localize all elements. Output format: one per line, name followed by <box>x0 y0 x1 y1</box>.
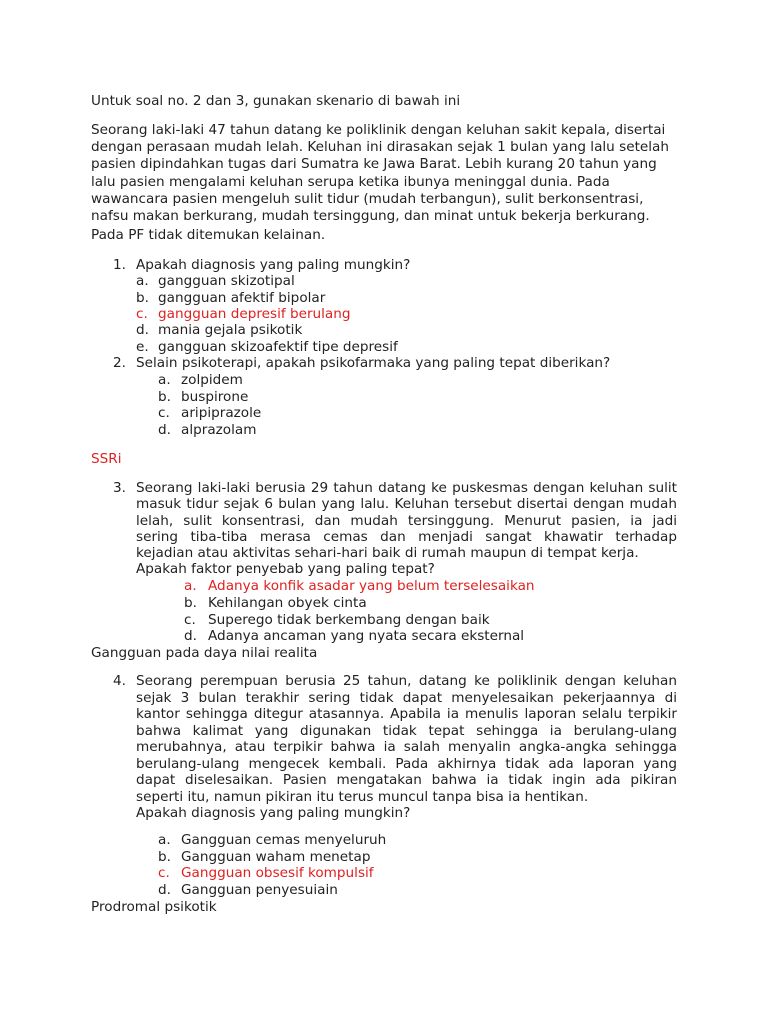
question-line: sejak 3 bulan terakhir sering tidak dapat menyelesaikan pekerjaannya di <box>136 690 677 706</box>
option-letter: a. <box>184 578 197 594</box>
answer-option-text: Adanya konfik asadar yang belum terselesaikan <box>208 578 535 594</box>
option-letter: b. <box>158 389 171 405</box>
option-letter: c. <box>136 306 148 322</box>
note-text: Gangguan pada daya nilai realita <box>91 645 318 661</box>
scenario-line: lalu pasien mengalami keluhan serupa ketika ibunya meninggal dunia. Pada <box>91 174 610 190</box>
scenario-line: Pada PF tidak ditemukan kelainan. <box>91 227 326 243</box>
option-letter: c. <box>184 612 196 628</box>
option-letter: d. <box>158 882 171 898</box>
option-text: Kehilangan obyek cinta <box>208 595 367 611</box>
option-text: zolpidem <box>181 372 243 388</box>
option-text: gangguan skizotipal <box>158 273 295 289</box>
option-letter: d. <box>158 422 171 438</box>
option-text: Gangguan penyesuiain <box>181 882 338 898</box>
option-letter: a. <box>158 832 171 848</box>
question-line: Seorang perempuan berusia 25 tahun, datang ke poliklinik dengan keluhan <box>136 673 677 689</box>
option-letter: d. <box>184 628 197 644</box>
option-text: gangguan skizoafektif tipe depresif <box>158 339 398 355</box>
question-line: kantor sehingga ditegur atasannya. Apabila ia menulis laporan selalu terpikir <box>136 706 677 722</box>
option-letter: b. <box>158 849 171 865</box>
scenario-line: dengan perasaan mudah lelah. Keluhan ini dirasakan sejak 1 bulan yang lalu setelah <box>91 139 669 155</box>
option-letter: c. <box>158 405 170 421</box>
option-letter: b. <box>184 595 197 611</box>
option-letter: e. <box>136 339 149 355</box>
question-line: Apakah faktor penyebab yang paling tepat? <box>136 561 435 577</box>
option-letter: a. <box>158 372 171 388</box>
option-letter: a. <box>136 273 149 289</box>
option-letter: c. <box>158 865 170 881</box>
question-line: bahwa kalimat yang digunakan tidak tepat sehingga ia berulang-ulang <box>136 723 677 739</box>
question-line: masuk tidur sejak 6 bulan yang lalu. Keluhan tersebut disertai dengan mudah <box>136 496 677 512</box>
option-text: buspirone <box>181 389 249 405</box>
option-text: alprazolam <box>181 422 257 438</box>
question-line: lelah, sulit konsentrasi, dan mudah tersinggung. Menurut pasien, ia jadi <box>136 513 677 529</box>
question-number: 1. <box>113 257 126 273</box>
option-text: mania gejala psikotik <box>158 322 303 338</box>
scenario-line: nafsu makan berkurang, mudah tersinggung, dan minat untuk bekerja berkurang. <box>91 208 650 224</box>
question-line: merubahnya, atau terpikir bahwa ia salah menyalin angka-angka sehingga <box>136 739 677 755</box>
question-line: kejadian atau aktivitas sehari-hari baik di rumah maupun di tempat kerja. <box>136 545 639 561</box>
question-line: dapat diselesaikan. Pasien mengatakan bahwa ia tidak ingin ada pikiran <box>136 772 677 788</box>
answer-option-text: gangguan depresif berulang <box>158 306 351 322</box>
question-number: 4. <box>113 673 126 689</box>
question-line: Seorang laki-laki berusia 29 tahun datang ke puskesmas dengan keluhan sulit <box>136 480 677 496</box>
option-text: Gangguan waham menetap <box>181 849 371 865</box>
scenario-line: wawancara pasien mengeluh sulit tidur (mudah terbangun), sulit berkonsentrasi, <box>91 191 644 207</box>
option-letter: b. <box>136 290 149 306</box>
answer-option-text: Gangguan obsesif kompulsif <box>181 865 374 881</box>
option-text: gangguan afektif bipolar <box>158 290 326 306</box>
question-line: sering tiba-tiba merasa cemas dan menjadi sangat khawatir terhadap <box>136 529 677 545</box>
scenario-line: pasien dipindahkan tugas dari Sumatra ke Jawa Barat. Lebih kurang 20 tahun yang <box>91 156 657 172</box>
option-text: aripiprazole <box>181 405 262 421</box>
question-number: 3. <box>113 480 126 496</box>
question-line: berulang-ulang mengecek kembali. Pada akhirnya tidak ada laporan yang <box>136 756 677 772</box>
option-text: Adanya ancaman yang nyata secara eksternal <box>208 628 525 644</box>
question-number: 2. <box>113 355 126 371</box>
option-text: Gangguan cemas menyeluruh <box>181 832 387 848</box>
question-text: Selain psikoterapi, apakah psikofarmaka yang paling tepat diberikan? <box>136 355 611 371</box>
note-text: Prodromal psikotik <box>91 899 217 915</box>
answer-note: SSRi <box>91 451 122 467</box>
intro-text: Untuk soal no. 2 dan 3, gunakan skenario di bawah ini <box>91 93 461 109</box>
scenario-line: Seorang laki-laki 47 tahun datang ke poliklinik dengan keluhan sakit kepala, disertai <box>91 122 666 138</box>
question-line: Apakah diagnosis yang paling mungkin? <box>136 805 411 821</box>
question-line: seperti itu, namun pikiran itu terus muncul tanpa bisa ia hentikan. <box>136 789 589 805</box>
option-letter: d. <box>136 322 149 338</box>
question-text: Apakah diagnosis yang paling mungkin? <box>136 257 411 273</box>
option-text: Superego tidak berkembang dengan baik <box>208 612 490 628</box>
